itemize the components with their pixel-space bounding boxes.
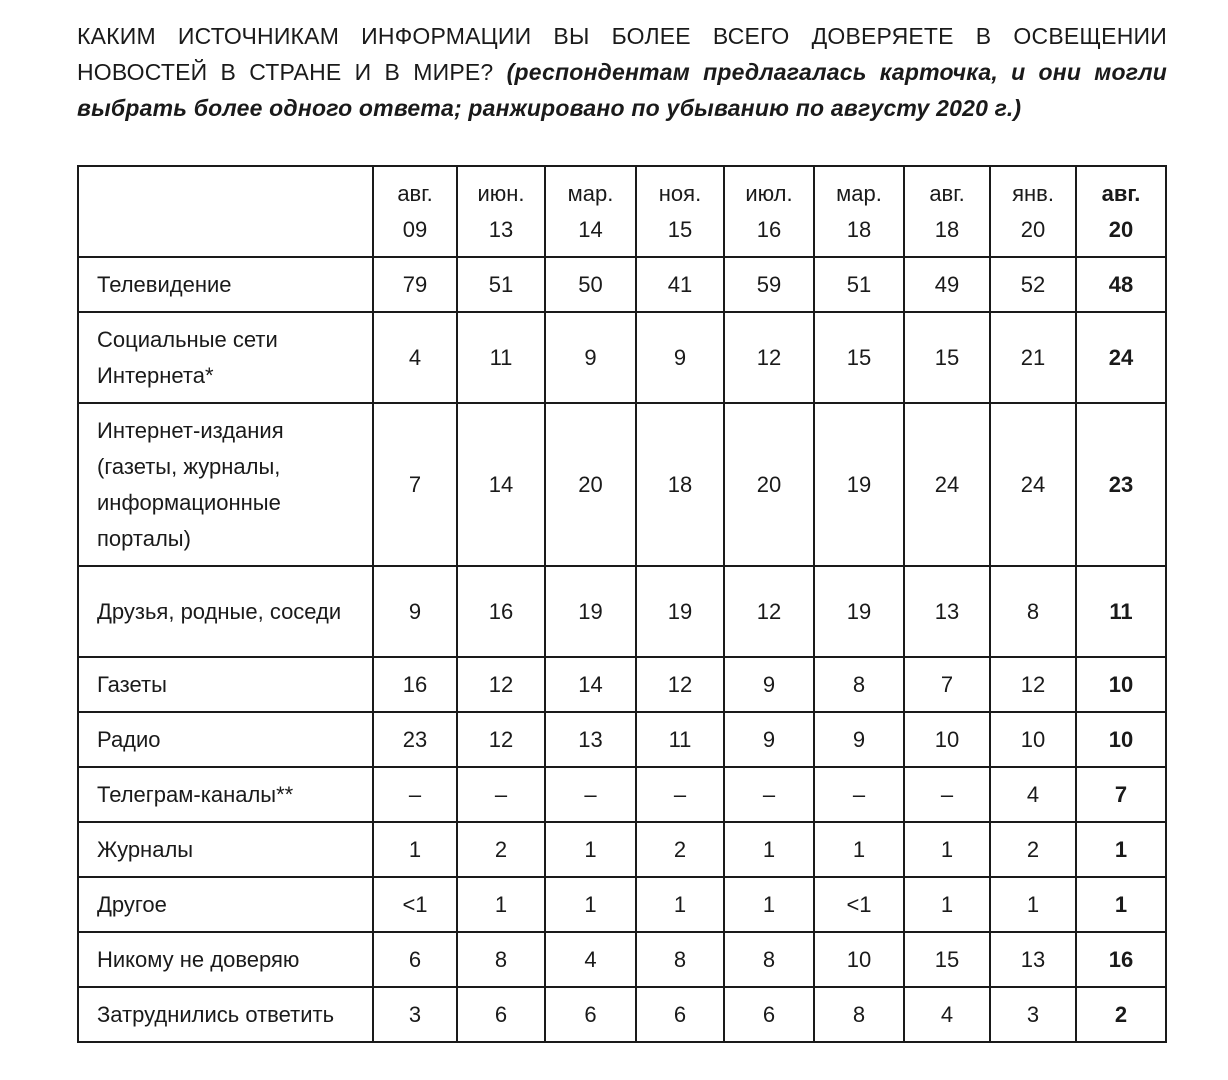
column-year: 18 (846, 216, 872, 242)
column-year: 20 (1020, 216, 1046, 242)
table-cell: 3 (373, 987, 457, 1042)
table-cell: <1 (814, 877, 904, 932)
table-header-row (78, 166, 1166, 257)
table-cell: 16 (373, 657, 457, 712)
table-cell: – (373, 767, 457, 822)
row-label: Журналы (78, 822, 373, 877)
table-row (78, 657, 1166, 712)
table-cell: 49 (904, 257, 990, 312)
table-cell: – (724, 767, 814, 822)
table-cell: 19 (814, 403, 904, 566)
table-cell: 6 (636, 987, 724, 1042)
table-cell: 16 (457, 566, 545, 657)
table-cell: 11 (636, 712, 724, 767)
column-header (814, 166, 904, 257)
table-cell: 12 (457, 712, 545, 767)
table-cell: 9 (724, 657, 814, 712)
table-cell: 12 (724, 566, 814, 657)
table-cell: 4 (373, 312, 457, 403)
table-cell: 7 (1076, 767, 1166, 822)
table-cell: 6 (373, 932, 457, 987)
table-cell: 2 (457, 822, 545, 877)
table-cell: 59 (724, 257, 814, 312)
table-cell: 10 (1076, 657, 1166, 712)
table-cell: 16 (1076, 932, 1166, 987)
survey-note: (респондентам предлагалась карточка, и они могли выбрать более одного ответа; ранжировано по убыванию по августу 2020 г.) (77, 59, 1167, 121)
table-cell: 51 (457, 257, 545, 312)
table-cell: 6 (457, 987, 545, 1042)
table-cell: 23 (373, 712, 457, 767)
table-cell: – (636, 767, 724, 822)
table-cell: 15 (904, 932, 990, 987)
header-empty-cell (78, 166, 373, 257)
row-label: Затруднились ответить (78, 987, 373, 1042)
table-cell: 52 (990, 257, 1076, 312)
results-table (77, 165, 1167, 1043)
table-cell: 12 (636, 657, 724, 712)
column-month: мар. (836, 180, 882, 206)
table-cell: 11 (1076, 566, 1166, 657)
table-cell: 8 (457, 932, 545, 987)
table-cell: 21 (990, 312, 1076, 403)
table-cell: 10 (990, 712, 1076, 767)
row-label: Интернет-издания (газеты, журналы, информационные порталы) (78, 403, 373, 566)
row-label: Радио (78, 712, 373, 767)
column-month: мар. (567, 180, 614, 206)
table-cell: 10 (1076, 712, 1166, 767)
table-cell: 13 (990, 932, 1076, 987)
table-cell: 13 (904, 566, 990, 657)
row-label: Социальные сети Интернета* (78, 312, 373, 403)
table-cell: 11 (457, 312, 545, 403)
table-cell: 13 (545, 712, 636, 767)
table-cell: – (545, 767, 636, 822)
table-cell: 9 (814, 712, 904, 767)
survey-question: КАКИМ ИСТОЧНИКАМ ИНФОРМАЦИИ ВЫ БОЛЕЕ ВСЕГО ДОВЕРЯЕТЕ В ОСВЕЩЕНИИ НОВОСТЕЙ В СТРАНЕ И В МИРЕ? (77, 23, 1167, 85)
row-label: Телеграм-каналы** (78, 767, 373, 822)
table-cell: 24 (990, 403, 1076, 566)
table-cell: 1 (724, 822, 814, 877)
row-label: Друзья, родные, соседи (78, 566, 373, 657)
table-cell: 9 (724, 712, 814, 767)
table-cell: 1 (814, 822, 904, 877)
table-cell: 1 (545, 877, 636, 932)
table-cell: 12 (457, 657, 545, 712)
table-row (78, 767, 1166, 822)
column-year: 14 (578, 216, 603, 242)
table-cell: 7 (904, 657, 990, 712)
table-cell: 1 (990, 877, 1076, 932)
column-header (636, 166, 724, 257)
table-cell: 12 (724, 312, 814, 403)
row-label: Другое (78, 877, 373, 932)
column-year: 09 (402, 216, 428, 242)
table-cell: 9 (373, 566, 457, 657)
table-cell: 1 (373, 822, 457, 877)
table-row (78, 987, 1166, 1042)
table-cell: 7 (373, 403, 457, 566)
column-year: 16 (756, 216, 782, 242)
table-cell: 2 (1076, 987, 1166, 1042)
table-cell: 12 (990, 657, 1076, 712)
column-month: янв. (1012, 180, 1054, 206)
table-cell: 10 (814, 932, 904, 987)
table-row (78, 312, 1166, 403)
table-row (78, 257, 1166, 312)
table-cell: 1 (904, 877, 990, 932)
column-year: 20 (1108, 216, 1134, 242)
column-month: авг. (929, 180, 965, 206)
column-header (724, 166, 814, 257)
column-header (990, 166, 1076, 257)
row-label: Никому не доверяю (78, 932, 373, 987)
column-month: июл. (745, 180, 793, 206)
table-cell: 1 (457, 877, 545, 932)
row-label: Телевидение (78, 257, 373, 312)
survey-heading (77, 18, 1167, 126)
column-year: 18 (934, 216, 960, 242)
table-cell: 18 (636, 403, 724, 566)
table-cell: 1 (904, 822, 990, 877)
table-cell: 4 (904, 987, 990, 1042)
table-cell: 79 (373, 257, 457, 312)
table-cell: 23 (1076, 403, 1166, 566)
row-label: Газеты (78, 657, 373, 712)
table-cell: – (904, 767, 990, 822)
table-cell: 14 (457, 403, 545, 566)
table-cell: 8 (724, 932, 814, 987)
column-month: авг. (397, 180, 433, 206)
table-cell: 2 (636, 822, 724, 877)
table-cell: 19 (814, 566, 904, 657)
column-header (904, 166, 990, 257)
table-row (78, 566, 1166, 657)
table-cell: 50 (545, 257, 636, 312)
table-cell: <1 (373, 877, 457, 932)
table-cell: 1 (724, 877, 814, 932)
table-cell: 4 (545, 932, 636, 987)
table-cell: 8 (636, 932, 724, 987)
column-header (1076, 166, 1166, 257)
table-cell: 41 (636, 257, 724, 312)
table-cell: 8 (814, 657, 904, 712)
table-row (78, 822, 1166, 877)
table-cell: 15 (814, 312, 904, 403)
column-year: 15 (667, 216, 693, 242)
table-cell: 2 (990, 822, 1076, 877)
table-row (78, 932, 1166, 987)
table-cell: 15 (904, 312, 990, 403)
table-cell: 1 (1076, 877, 1166, 932)
table-cell: 3 (990, 987, 1076, 1042)
table-cell: 8 (814, 987, 904, 1042)
table-cell: 14 (545, 657, 636, 712)
table-cell: 6 (724, 987, 814, 1042)
table-cell: 51 (814, 257, 904, 312)
table-cell: 1 (636, 877, 724, 932)
table-row (78, 712, 1166, 767)
table-cell: 20 (724, 403, 814, 566)
column-month: авг. (1101, 180, 1141, 206)
table-cell: 8 (990, 566, 1076, 657)
table-cell: 19 (636, 566, 724, 657)
column-header (373, 166, 457, 257)
table-cell: 24 (1076, 312, 1166, 403)
column-year: 13 (488, 216, 514, 242)
table-cell: 4 (990, 767, 1076, 822)
column-header (545, 166, 636, 257)
table-cell: 1 (1076, 822, 1166, 877)
table-cell: 1 (545, 822, 636, 877)
table-cell: – (457, 767, 545, 822)
table-row (78, 403, 1166, 566)
column-month: июн. (477, 180, 525, 206)
column-month: ноя. (658, 180, 702, 206)
table-cell: – (814, 767, 904, 822)
table-cell: 9 (636, 312, 724, 403)
table-cell: 19 (545, 566, 636, 657)
table-cell: 24 (904, 403, 990, 566)
table-cell: 10 (904, 712, 990, 767)
table-row (78, 877, 1166, 932)
table-cell: 9 (545, 312, 636, 403)
column-header (457, 166, 545, 257)
table-cell: 6 (545, 987, 636, 1042)
table-body (78, 257, 1166, 1042)
table-cell: 20 (545, 403, 636, 566)
table-cell: 48 (1076, 257, 1166, 312)
